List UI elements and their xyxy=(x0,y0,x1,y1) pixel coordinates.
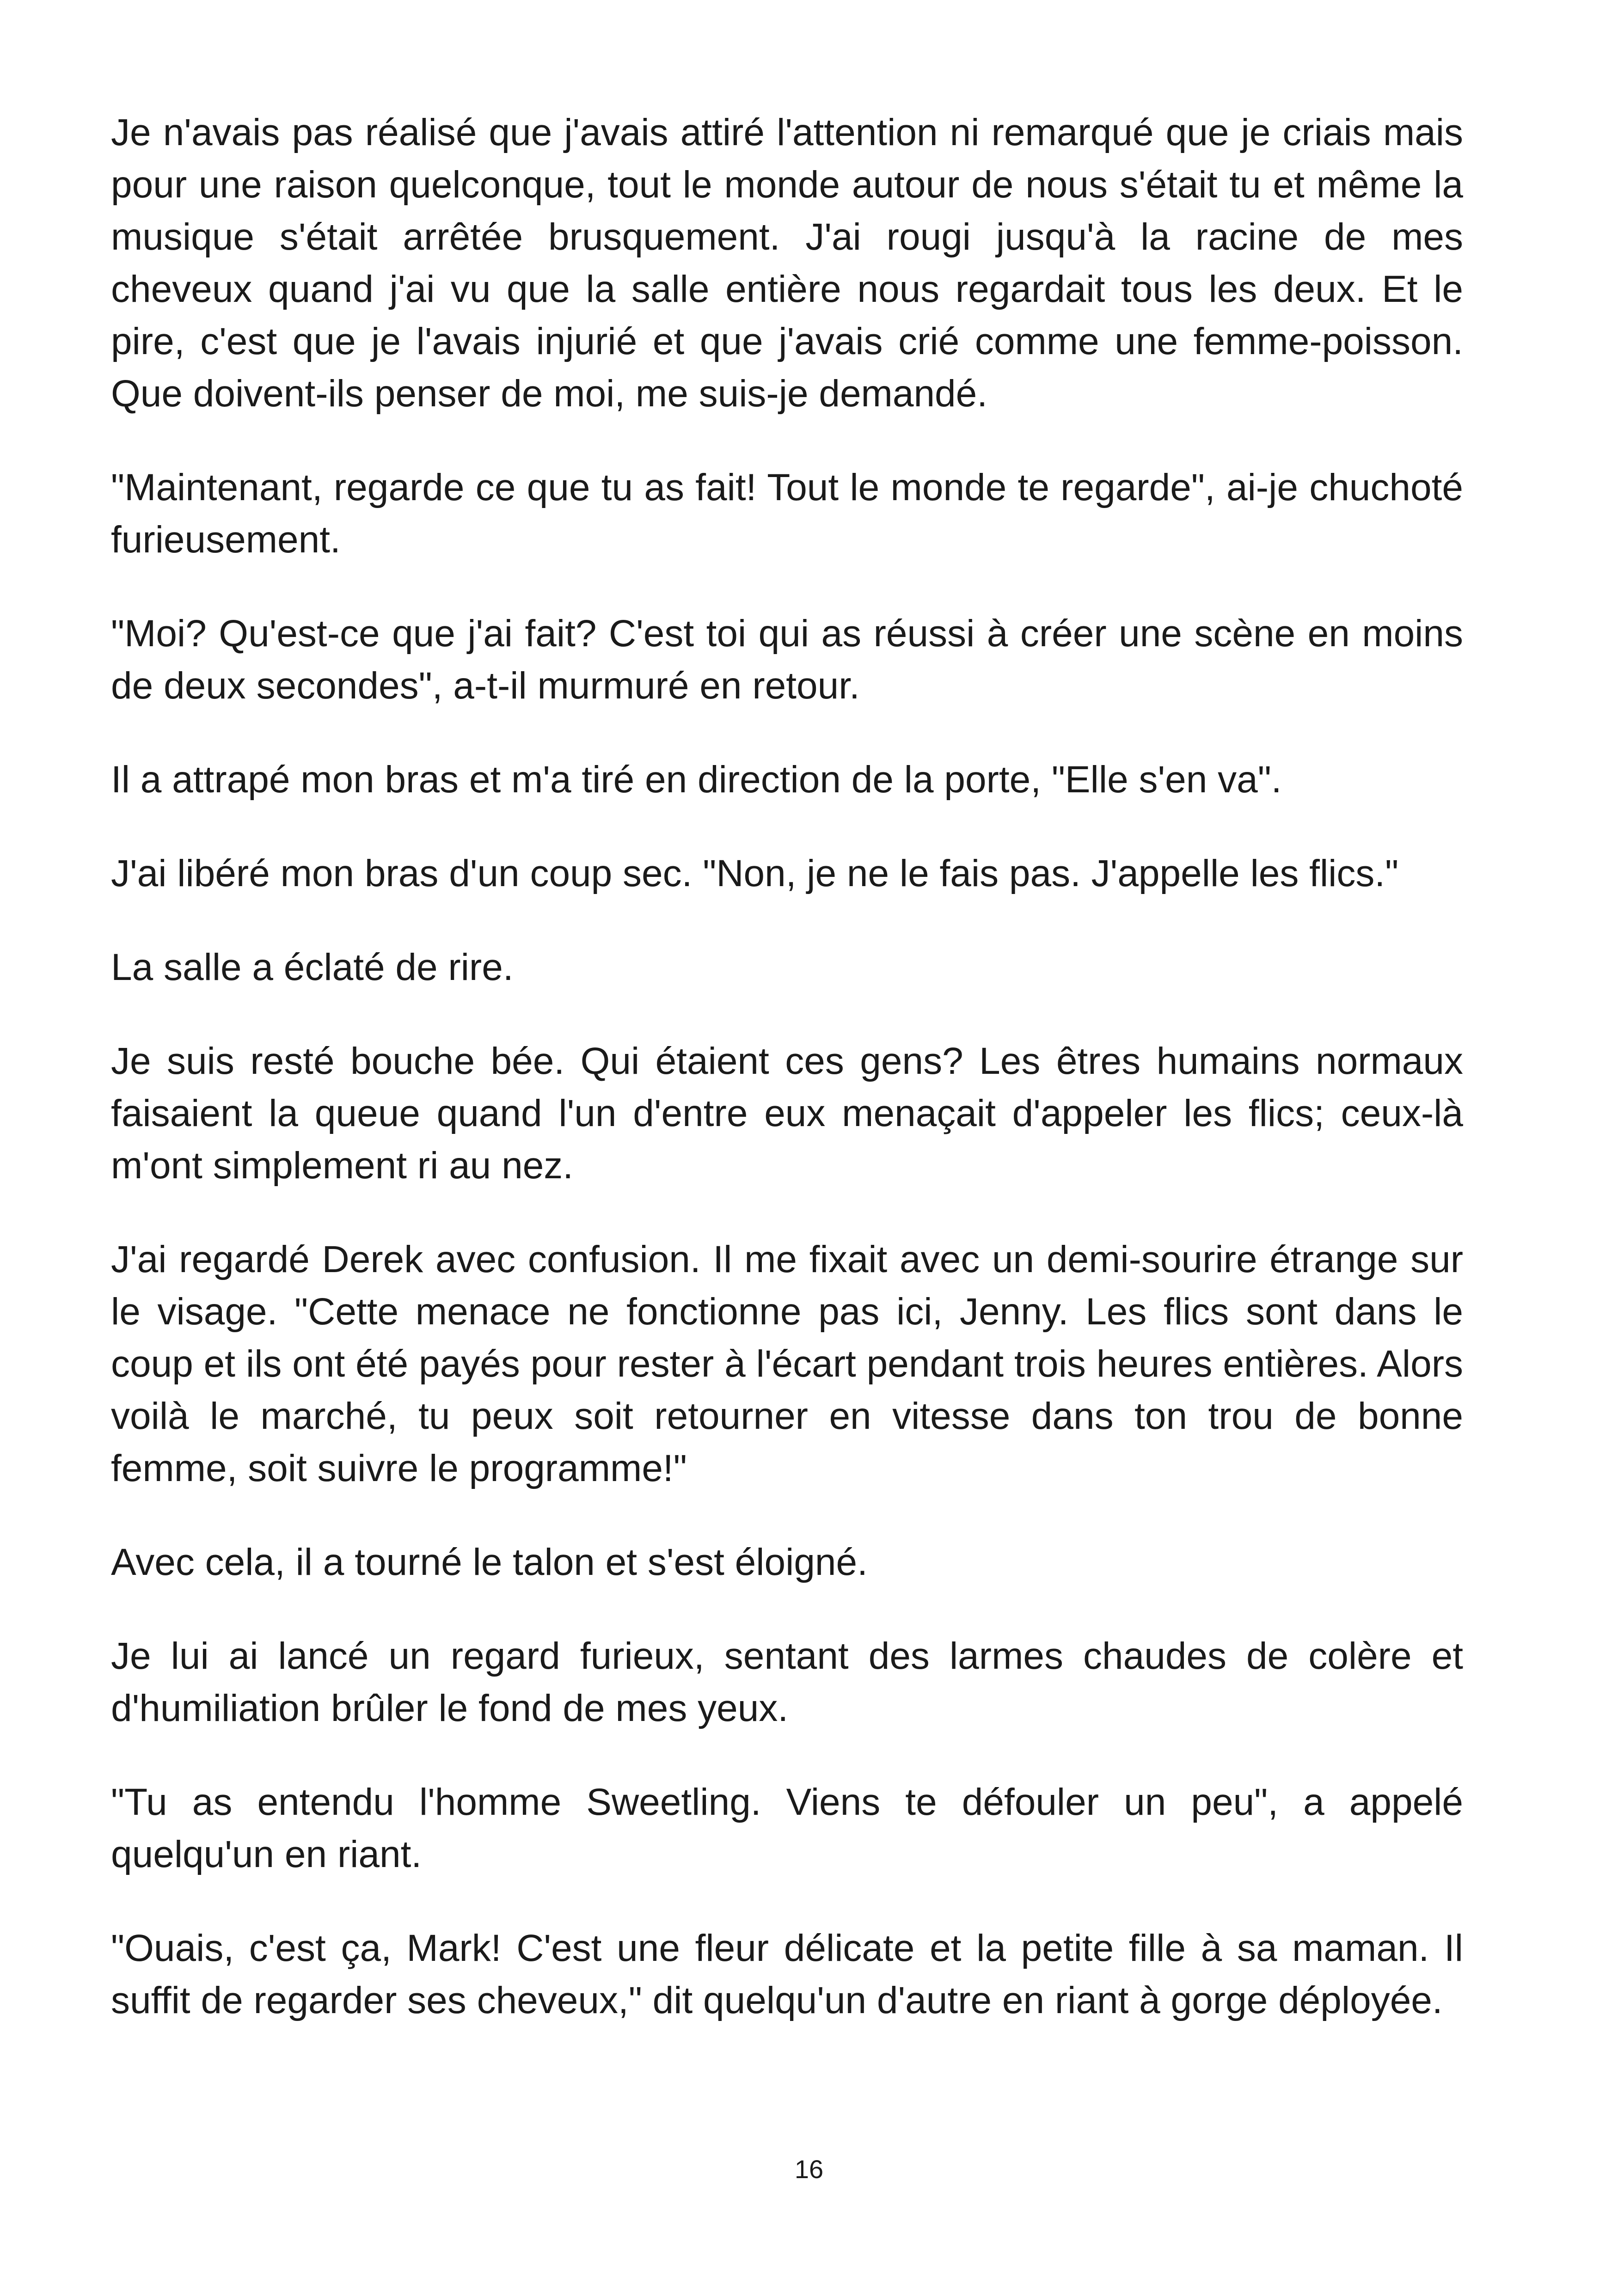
paragraph: J'ai regardé Derek avec confusion. Il me fixait avec un demi-sourire étrange sur le visage. "Cette menace ne fonctionne pas ici, Jenny. Les flics sont dans le coup et ils ont été payés pour rester à l'écart pendant trois heures entières. Alors voilà le marché, tu peux soit retourner en vitesse dans ton trou de bonne femme, soit suivre le programme!" xyxy=(111,1238,1463,1489)
page-number: 16 xyxy=(794,2155,824,2184)
paragraph: "Maintenant, regarde ce que tu as fait! Tout le monde te regarde", ai-je chuchoté furieusement. xyxy=(111,466,1463,561)
paragraph: "Tu as entendu l'homme Sweetling. Viens te défouler un peu", a appelé quelqu'un en riant. xyxy=(111,1781,1463,1875)
paragraph: "Ouais, c'est ça, Mark! C'est une fleur délicate et la petite fille à sa maman. Il suffit de regarder ses cheveux," dit quelqu'un d'autre en riant à gorge déployée. xyxy=(111,1927,1463,2021)
paragraph: J'ai libéré mon bras d'un coup sec. "Non, je ne le fais pas. J'appelle les flics." xyxy=(111,852,1399,894)
paragraph: Avec cela, il a tourné le talon et s'est éloigné. xyxy=(111,1541,868,1583)
paragraph: Je suis resté bouche bée. Qui étaient ces gens? Les êtres humains normaux faisaient la queue quand l'un d'entre eux menaçait d'appeler les flics; ceux-là m'ont simplement ri au nez. xyxy=(111,1040,1463,1187)
paragraph: Il a attrapé mon bras et m'a tiré en direction de la porte, "Elle s'en va". xyxy=(111,759,1282,801)
paragraph: Je lui ai lancé un regard furieux, sentant des larmes chaudes de colère et d'humiliation brûler le fond de mes yeux. xyxy=(111,1635,1463,1729)
paragraph: La salle a éclaté de rire. xyxy=(111,946,514,988)
page-body xyxy=(111,106,1463,2068)
paragraph: Je n'avais pas réalisé que j'avais attiré l'attention ni remarqué que je criais mais pour une raison quelconque, tout le monde autour de nous s'était tu et même la musique s'était arrêtée brusquement. J'ai rougi jusqu'à la racine de mes cheveux quand j'ai vu que la salle entière nous regardait tous les deux. Et le pire, c'est que je l'avais injurié et que j'avais crié comme une femme-poisson. Que doivent-ils penser de moi, me suis-je demandé. xyxy=(111,111,1463,415)
paragraph: "Moi? Qu'est-ce que j'ai fait? C'est toi qui as réussi à créer une scène en moins de deux secondes", a-t-il murmuré en retour. xyxy=(111,612,1463,707)
